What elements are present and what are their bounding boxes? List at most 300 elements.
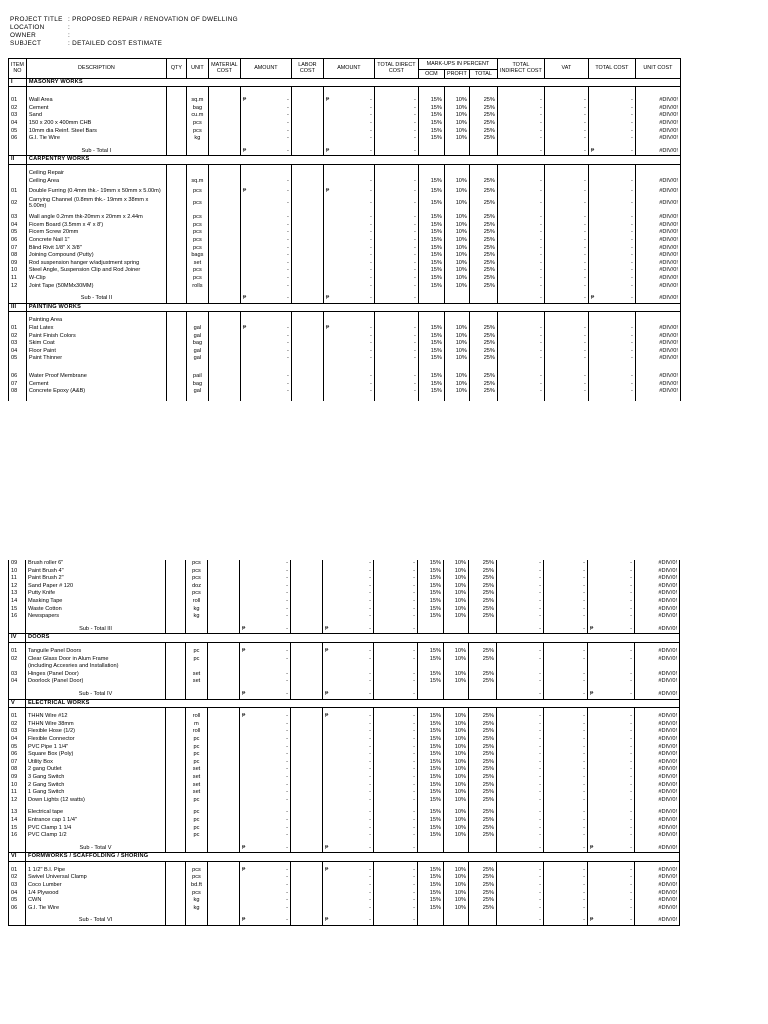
item-description: Flexible Hose (1/2) <box>26 728 166 736</box>
subtotal-labor-amount: ₱ - <box>323 845 374 853</box>
blank-cell <box>291 317 323 325</box>
line-item-row <box>9 590 680 598</box>
profit-percent: 10% <box>444 135 469 143</box>
peso-sign: ₱ <box>242 295 247 302</box>
blank-cell <box>635 170 680 178</box>
total-cost: - <box>588 743 635 751</box>
blank-cell <box>208 845 240 853</box>
item-qty <box>166 332 186 340</box>
subtotal-unit-cost: #DIV/0! <box>635 626 680 634</box>
item-description: Wall angle 0.2mm thk-20mm x 20mm x 2.44m <box>26 214 166 222</box>
section-number: VI <box>9 853 26 862</box>
line-item-row <box>9 355 681 363</box>
total-indirect-cost: - <box>497 648 544 656</box>
blank-cell <box>166 626 186 634</box>
total-direct-cost: - <box>374 355 418 363</box>
subtotal-label: Sub - Total VI <box>26 917 166 925</box>
total-direct-cost: - <box>374 671 418 679</box>
material-cost <box>208 120 240 128</box>
blank-cell <box>444 148 469 156</box>
item-qty <box>166 237 186 245</box>
ocm-percent: 15% <box>418 252 444 260</box>
item-unit: pcs <box>186 128 208 136</box>
blank-cell <box>544 170 588 178</box>
labor-amount: - <box>323 905 374 913</box>
blank-cell <box>374 317 418 325</box>
section-header-s1 <box>9 78 681 87</box>
material-amount: - <box>240 598 291 606</box>
item-no: 02 <box>9 197 27 209</box>
labor-cost <box>291 736 323 744</box>
blank-cell <box>186 691 208 699</box>
profit-percent: 10% <box>444 671 469 679</box>
item-qty <box>166 890 186 898</box>
vat-amount: - <box>544 178 588 186</box>
markup-total-percent: 25% <box>469 252 497 260</box>
ocm-percent: 15% <box>418 867 444 875</box>
item-no: 13 <box>9 809 26 817</box>
line-item-row <box>9 275 681 283</box>
line-item-row <box>9 671 680 679</box>
labor-amount: - <box>323 282 374 290</box>
material-amount: - <box>240 809 291 817</box>
line-item-row <box>9 340 681 348</box>
labor-amount: - <box>323 560 374 568</box>
group-heading: Ceiling Repair <box>26 170 166 178</box>
vat-amount: - <box>544 237 588 245</box>
total-indirect-cost: - <box>497 178 544 186</box>
total-direct-cost: - <box>374 809 418 817</box>
total-direct-cost: - <box>374 282 418 290</box>
item-description: Doorlock (Panel Door) <box>26 678 166 686</box>
item-qty <box>166 721 186 729</box>
labor-amount: - <box>323 890 374 898</box>
line-item-row <box>9 332 681 340</box>
col-item-no: ITEM NO <box>9 59 27 79</box>
material-amount: - <box>240 373 291 381</box>
subtotal-vat: - <box>544 917 588 925</box>
item-unit: pc <box>186 648 208 656</box>
subtotal-indirect-cost: - <box>497 626 544 634</box>
profit-percent: 10% <box>444 797 469 805</box>
line-item-row <box>9 832 680 840</box>
total-indirect-cost: - <box>497 348 544 356</box>
total-indirect-cost: - <box>497 905 544 913</box>
labor-amount: - <box>323 105 374 113</box>
item-description: Carrying Channel (0.8mm thk.- 19mm x 38mm x 5.00m) <box>26 197 166 209</box>
peso-sign: ₱ <box>242 625 246 632</box>
vat-amount: - <box>544 781 588 789</box>
blank-cell <box>186 396 208 401</box>
item-unit: kg <box>186 613 208 621</box>
labor-cost <box>291 713 323 721</box>
vat-amount: - <box>544 282 588 290</box>
col-material-cost: MATERIAL COST <box>208 59 240 79</box>
profit-percent: 10% <box>444 583 469 591</box>
ocm-percent: 15% <box>418 751 444 759</box>
ocm-percent: 15% <box>418 214 444 222</box>
line-item-row <box>9 128 681 136</box>
blank-cell <box>418 663 444 671</box>
total-cost: - <box>588 185 635 197</box>
blank-cell <box>208 148 240 156</box>
material-cost <box>208 282 240 290</box>
material-amount: - <box>240 656 291 664</box>
unit-cost: #DIV/0! <box>635 832 680 840</box>
subtotal-direct-cost: - <box>374 845 418 853</box>
ocm-percent: 15% <box>418 656 444 664</box>
blank-cell <box>208 317 240 325</box>
vat-amount: - <box>544 832 588 840</box>
blank-cell <box>444 170 469 178</box>
item-qty <box>166 275 186 283</box>
total-indirect-cost: - <box>497 890 544 898</box>
profit-percent: 10% <box>444 789 469 797</box>
line-item-row <box>9 809 680 817</box>
labor-cost <box>291 905 323 913</box>
item-unit: pc <box>186 832 208 840</box>
item-qty <box>166 728 186 736</box>
vat-amount: - <box>544 128 588 136</box>
line-item-row <box>9 713 680 721</box>
profit-percent: 10% <box>444 178 469 186</box>
item-unit: pail <box>186 373 208 381</box>
blank-cell <box>374 170 418 178</box>
total-indirect-cost: - <box>497 598 544 606</box>
vat-amount: - <box>544 824 588 832</box>
item-description: PVC Clamp 1/2 <box>26 832 166 840</box>
blank-cell <box>469 663 497 671</box>
profit-percent: 10% <box>444 824 469 832</box>
total-cost: - <box>588 781 635 789</box>
total-indirect-cost: - <box>497 112 544 120</box>
subtotal-labor-amount: ₱ - <box>323 295 374 303</box>
unit-cost: #DIV/0! <box>635 882 680 890</box>
material-cost <box>208 613 240 621</box>
item-qty <box>166 678 186 686</box>
item-description: PVC Clamp 1 1/4 <box>26 824 166 832</box>
item-unit: pc <box>186 743 208 751</box>
labor-amount: - <box>323 373 374 381</box>
material-cost <box>208 568 240 576</box>
line-item-row <box>9 575 680 583</box>
unit-cost: #DIV/0! <box>635 751 680 759</box>
item-unit: gal <box>186 355 208 363</box>
item-qty <box>166 867 186 875</box>
blank-cell <box>418 845 444 853</box>
vat-amount: - <box>544 325 588 333</box>
labor-amount: - <box>323 237 374 245</box>
item-qty <box>166 656 186 664</box>
peso-sign: ₱ <box>242 648 246 655</box>
item-unit: set <box>186 766 208 774</box>
peso-sign: ₱ <box>242 97 247 104</box>
markup-total-percent: 25% <box>469 222 497 230</box>
blank-cell <box>469 917 497 925</box>
labor-amount: ₱ - <box>323 185 374 197</box>
total-indirect-cost: - <box>497 728 544 736</box>
markup-total-percent: 25% <box>469 373 497 381</box>
blank-cell <box>635 317 680 325</box>
ocm-percent: 15% <box>418 348 444 356</box>
ocm-percent: 15% <box>418 128 444 136</box>
unit-cost: #DIV/0! <box>635 874 680 882</box>
unit-cost: #DIV/0! <box>635 774 680 782</box>
item-qty <box>166 583 186 591</box>
item-qty <box>166 613 186 621</box>
item-no: 03 <box>9 671 26 679</box>
total-cost: - <box>588 678 635 686</box>
subtotal-label: Sub - Total I <box>26 148 166 156</box>
total-indirect-cost: - <box>497 282 544 290</box>
subtotal-direct-cost: - <box>374 691 418 699</box>
ocm-percent: 15% <box>418 380 444 388</box>
blank-cell <box>418 917 444 925</box>
line-item-row <box>9 736 680 744</box>
labor-cost <box>291 222 323 230</box>
subtotal-indirect-cost: - <box>497 148 544 156</box>
markup-total-percent: 25% <box>469 214 497 222</box>
col-total-cost: TOTAL COST <box>588 59 635 79</box>
item-description: Joining Compound (Putty) <box>26 252 166 260</box>
labor-cost <box>291 97 323 105</box>
item-description: Paint Thinner <box>26 355 166 363</box>
vat-amount: - <box>544 774 588 782</box>
labor-cost <box>291 817 323 825</box>
item-qty <box>166 380 186 388</box>
total-cost: - <box>588 832 635 840</box>
total-direct-cost: - <box>374 789 418 797</box>
labor-amount: - <box>323 736 374 744</box>
profit-percent: 10% <box>444 112 469 120</box>
item-unit: pcs <box>186 237 208 245</box>
peso-sign: ₱ <box>325 713 329 720</box>
line-item-row <box>9 648 680 656</box>
labor-amount: - <box>323 348 374 356</box>
unit-cost: #DIV/0! <box>635 897 680 905</box>
vat-amount: - <box>544 766 588 774</box>
material-cost <box>208 824 240 832</box>
item-qty <box>166 743 186 751</box>
blank-cell <box>588 317 635 325</box>
blank-cell <box>291 917 323 925</box>
col-profit: PROFIT <box>444 70 469 79</box>
profit-percent: 10% <box>444 267 469 275</box>
total-direct-cost: - <box>374 325 418 333</box>
material-cost <box>208 252 240 260</box>
markup-total-percent: 25% <box>469 575 497 583</box>
line-item-row <box>9 185 681 197</box>
vat-amount: - <box>544 105 588 113</box>
material-amount: - <box>240 890 291 898</box>
total-direct-cost: - <box>374 751 418 759</box>
vat-amount: - <box>544 867 588 875</box>
item-qty <box>166 560 186 568</box>
ocm-percent: 15% <box>418 222 444 230</box>
labor-cost <box>291 325 323 333</box>
blank-cell <box>208 295 240 303</box>
subtotal-labor-amount: ₱ - <box>323 148 374 156</box>
markup-total-percent: 25% <box>469 325 497 333</box>
unit-cost: #DIV/0! <box>635 781 680 789</box>
item-qty <box>166 781 186 789</box>
total-cost: - <box>588 178 635 186</box>
vat-amount: - <box>544 373 588 381</box>
line-item-row <box>9 598 680 606</box>
labor-cost <box>291 252 323 260</box>
item-unit: gal <box>186 388 208 396</box>
total-cost: - <box>588 105 635 113</box>
profit-percent: 10% <box>444 348 469 356</box>
line-item-row <box>9 135 681 143</box>
total-direct-cost: - <box>374 583 418 591</box>
line-item-row <box>9 380 681 388</box>
item-unit: kg <box>186 606 208 614</box>
item-no: 07 <box>9 245 27 253</box>
material-amount: - <box>240 275 291 283</box>
material-cost <box>208 112 240 120</box>
line-item-row <box>9 759 680 767</box>
subtotal-vat: - <box>544 626 588 634</box>
item-description: Floor Paint <box>26 348 166 356</box>
line-item-row <box>9 112 681 120</box>
profit-percent: 10% <box>444 656 469 664</box>
material-amount: - <box>240 388 291 396</box>
line-item-row <box>9 373 681 381</box>
item-qty <box>166 340 186 348</box>
ocm-percent: 15% <box>418 781 444 789</box>
profit-percent: 10% <box>444 897 469 905</box>
labor-cost <box>291 112 323 120</box>
markup-total-percent: 25% <box>469 671 497 679</box>
total-direct-cost: - <box>374 774 418 782</box>
unit-cost: #DIV/0! <box>635 380 680 388</box>
ocm-percent: 15% <box>418 897 444 905</box>
total-direct-cost: - <box>374 105 418 113</box>
subtotal-vat: - <box>544 148 588 156</box>
line-item-row <box>9 774 680 782</box>
line-item-row <box>9 237 681 245</box>
material-amount: ₱ - <box>240 867 291 875</box>
markup-total-percent: 25% <box>469 332 497 340</box>
labor-amount: - <box>323 743 374 751</box>
item-description: Wall Area <box>26 97 166 105</box>
material-amount: - <box>240 135 291 143</box>
markup-total-percent: 25% <box>469 678 497 686</box>
total-direct-cost: - <box>374 598 418 606</box>
material-cost <box>208 874 240 882</box>
ocm-percent: 15% <box>418 332 444 340</box>
item-qty <box>166 120 186 128</box>
item-description: 2 Gang Switch <box>26 781 166 789</box>
markup-total-percent: 25% <box>469 105 497 113</box>
item-no: 15 <box>9 824 26 832</box>
labor-cost <box>291 332 323 340</box>
item-qty <box>166 229 186 237</box>
line-item-row <box>9 606 680 614</box>
labor-cost <box>291 388 323 396</box>
material-amount: - <box>240 905 291 913</box>
total-cost: - <box>588 867 635 875</box>
material-cost <box>208 260 240 268</box>
material-cost <box>208 751 240 759</box>
total-indirect-cost: - <box>497 583 544 591</box>
item-unit: roll <box>186 728 208 736</box>
vat-amount: - <box>544 388 588 396</box>
profit-percent: 10% <box>444 332 469 340</box>
ocm-percent: 15% <box>418 606 444 614</box>
unit-cost: #DIV/0! <box>635 568 680 576</box>
item-description: Paint Brush 2" <box>26 575 166 583</box>
total-cost: - <box>588 135 635 143</box>
vat-amount: - <box>544 197 588 209</box>
total-indirect-cost: - <box>497 751 544 759</box>
profit-percent: 10% <box>444 721 469 729</box>
item-no: 04 <box>9 120 27 128</box>
line-item-row <box>9 781 680 789</box>
material-cost <box>208 774 240 782</box>
item-qty <box>166 185 186 197</box>
material-cost <box>208 832 240 840</box>
blank-cell <box>166 317 186 325</box>
item-qty <box>166 897 186 905</box>
labor-amount: - <box>323 759 374 767</box>
total-indirect-cost: - <box>497 120 544 128</box>
material-amount: - <box>240 759 291 767</box>
vat-amount: - <box>544 809 588 817</box>
blank-cell <box>444 396 469 401</box>
labor-amount: - <box>323 671 374 679</box>
markup-total-percent: 25% <box>469 568 497 576</box>
vat-amount: - <box>544 214 588 222</box>
item-unit: roll <box>186 598 208 606</box>
labor-cost <box>291 282 323 290</box>
total-cost: - <box>588 721 635 729</box>
subtotal-row <box>9 295 681 303</box>
total-cost: - <box>588 774 635 782</box>
item-qty <box>166 817 186 825</box>
blank-cell <box>166 396 186 401</box>
item-unit: pc <box>186 824 208 832</box>
total-cost: - <box>588 713 635 721</box>
item-no: 14 <box>9 598 26 606</box>
ocm-percent: 15% <box>418 355 444 363</box>
vat-amount: - <box>544 905 588 913</box>
ocm-percent: 15% <box>418 713 444 721</box>
location-label: LOCATION <box>10 24 45 31</box>
unit-cost: #DIV/0! <box>635 728 680 736</box>
blank-cell <box>186 295 208 303</box>
markup-total-percent: 25% <box>469 388 497 396</box>
material-cost <box>208 890 240 898</box>
total-indirect-cost: - <box>497 882 544 890</box>
labor-cost <box>291 348 323 356</box>
material-cost <box>208 656 240 664</box>
markup-total-percent: 25% <box>469 824 497 832</box>
labor-amount: - <box>323 229 374 237</box>
labor-cost <box>291 728 323 736</box>
item-no: 01 <box>9 97 27 105</box>
item-unit: pcs <box>186 120 208 128</box>
markup-total-percent: 25% <box>469 797 497 805</box>
document-header <box>10 16 238 48</box>
material-cost <box>208 355 240 363</box>
total-cost: - <box>588 590 635 598</box>
labor-cost <box>291 897 323 905</box>
col-markups-group: MARK-UPS IN PERCENT <box>418 59 497 70</box>
item-description: W-Clip <box>26 275 166 283</box>
profit-percent: 10% <box>444 613 469 621</box>
